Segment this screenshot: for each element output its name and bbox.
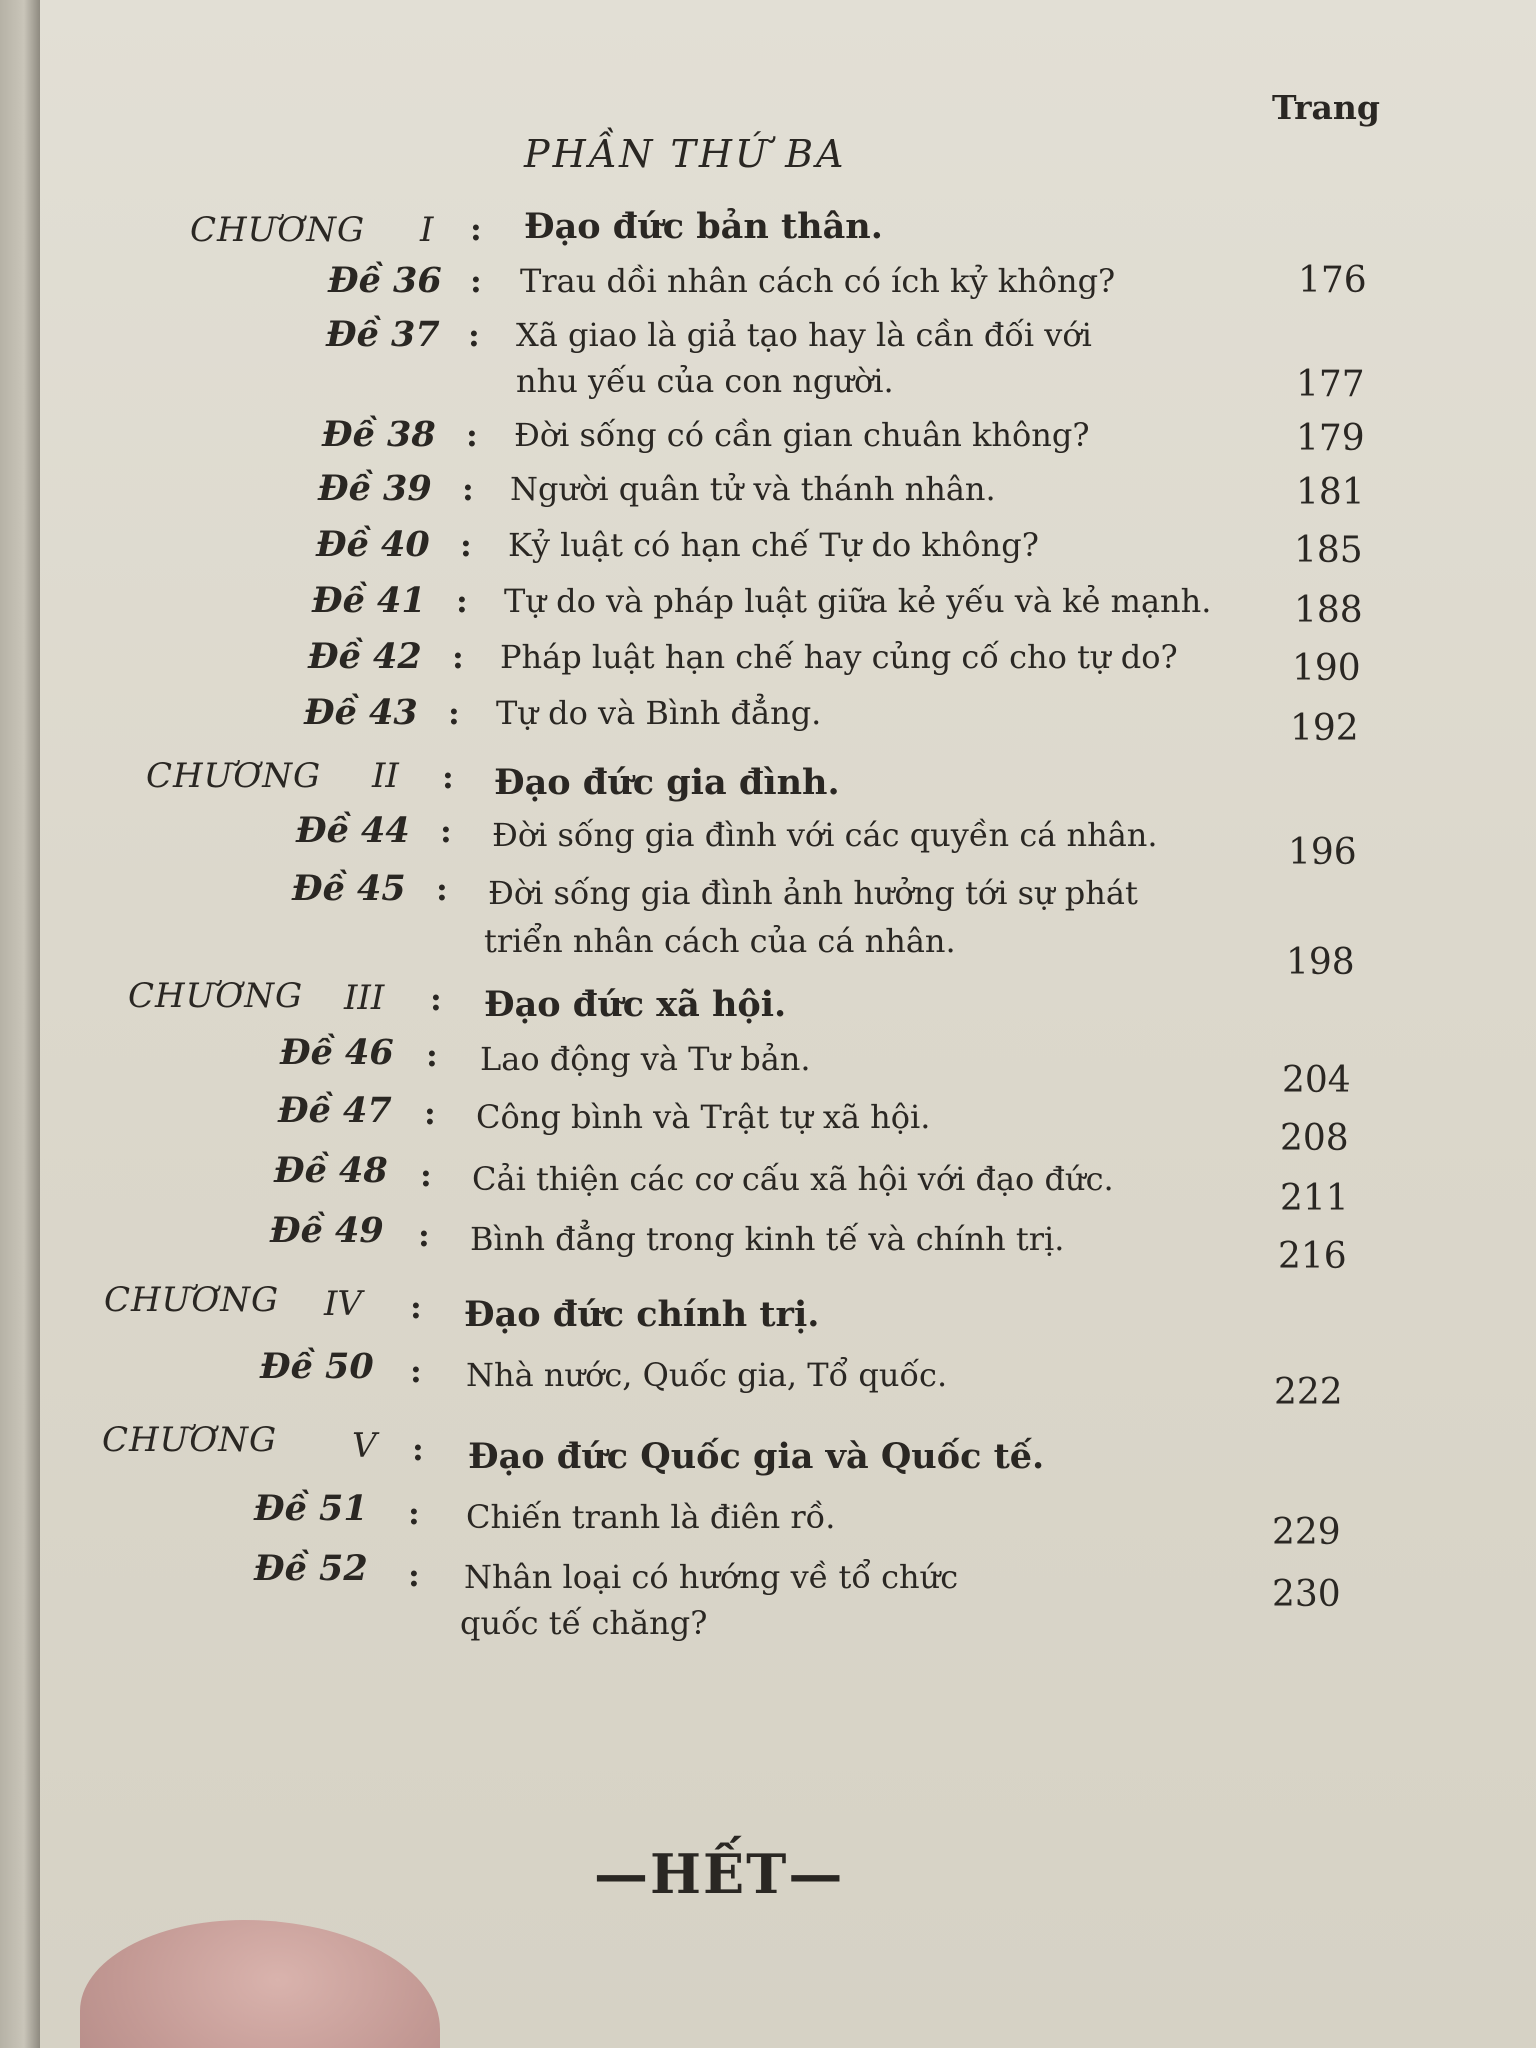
topic-title: Người quân tử và thánh nhân. bbox=[510, 470, 996, 508]
topic-label: Đề 46 bbox=[280, 1032, 394, 1073]
chapter-number: V bbox=[352, 1426, 377, 1466]
separator: : bbox=[436, 870, 448, 908]
page-number: 188 bbox=[1294, 590, 1363, 631]
topic-title: Cải thiện các cơ cấu xã hội với đạo đức. bbox=[472, 1160, 1114, 1198]
page-spine-edge bbox=[0, 0, 40, 2048]
chapter-title: Đạo đức chính trị. bbox=[464, 1294, 820, 1335]
page-number: 229 bbox=[1272, 1512, 1341, 1553]
page-number: 196 bbox=[1288, 832, 1357, 873]
separator: : bbox=[410, 1352, 422, 1390]
chapter-label: CHƯƠNG bbox=[104, 1280, 280, 1320]
topic-label: Đề 50 bbox=[260, 1346, 374, 1387]
topic-title: Đời sống có cần gian chuân không? bbox=[514, 416, 1090, 454]
separator: : bbox=[420, 1156, 432, 1194]
separator: : bbox=[440, 812, 452, 850]
topic-label: Đề 52 bbox=[254, 1548, 368, 1589]
page-number: 216 bbox=[1278, 1236, 1347, 1277]
separator: : bbox=[424, 1094, 436, 1132]
part-title: PHẦN THỨ BA bbox=[524, 132, 847, 176]
topic-title: Nhà nước, Quốc gia, Tổ quốc. bbox=[466, 1356, 948, 1394]
chapter-title: Đạo đức xã hội. bbox=[484, 984, 787, 1025]
topic-title: Xã giao là giả tạo hay là cần đối với bbox=[516, 316, 1092, 354]
topic-label: Đề 45 bbox=[292, 868, 406, 909]
chapter-label: CHƯƠNG bbox=[102, 1420, 278, 1460]
page-number: 222 bbox=[1274, 1372, 1343, 1413]
chapter-label: CHƯƠNG bbox=[128, 976, 304, 1016]
thumb-in-frame bbox=[80, 1920, 440, 2048]
chapter-label: CHƯƠNG bbox=[190, 210, 366, 250]
page-number: 177 bbox=[1296, 364, 1365, 405]
topic-title: Bình đẳng trong kinh tế và chính trị. bbox=[470, 1220, 1065, 1258]
page-number: 181 bbox=[1296, 472, 1365, 513]
separator: : bbox=[418, 1216, 430, 1254]
topic-label: Đề 42 bbox=[308, 636, 422, 677]
topic-title: Lao động và Tư bản. bbox=[480, 1040, 811, 1078]
chapter-number: I bbox=[420, 210, 434, 250]
chapter-number: IV bbox=[324, 1284, 362, 1324]
page-number: 208 bbox=[1280, 1118, 1349, 1159]
end-mark: —HẾT— bbox=[594, 1842, 845, 1906]
page-column-header: Trang bbox=[1272, 88, 1380, 127]
separator: : bbox=[410, 1288, 422, 1326]
topic-title: Kỷ luật có hạn chế Tự do không? bbox=[508, 526, 1039, 564]
topic-label: Đề 44 bbox=[296, 810, 410, 851]
chapter-title: Đạo đức bản thân. bbox=[524, 206, 883, 247]
separator: : bbox=[442, 758, 454, 796]
topic-label: Đề 38 bbox=[322, 414, 436, 455]
page-number: 176 bbox=[1298, 260, 1367, 301]
separator: : bbox=[470, 262, 482, 300]
page-number: 179 bbox=[1296, 418, 1365, 459]
separator: : bbox=[468, 316, 480, 354]
separator: : bbox=[462, 470, 474, 508]
topic-title-continued: triển nhân cách của cá nhân. bbox=[484, 922, 956, 960]
topic-title: Đời sống gia đình với các quyền cá nhân. bbox=[492, 816, 1158, 854]
topic-label: Đề 39 bbox=[318, 468, 432, 509]
separator: : bbox=[430, 980, 442, 1018]
separator: : bbox=[460, 526, 472, 564]
topic-label: Đề 36 bbox=[328, 260, 442, 301]
topic-title: Đời sống gia đình ảnh hưởng tới sự phát bbox=[488, 874, 1138, 912]
page-number: 185 bbox=[1294, 530, 1363, 571]
chapter-number: II bbox=[372, 756, 399, 796]
separator: : bbox=[412, 1430, 424, 1468]
topic-title-continued: quốc tế chăng? bbox=[460, 1604, 708, 1642]
chapter-number: III bbox=[344, 978, 385, 1018]
topic-title: Công bình và Trật tự xã hội. bbox=[476, 1098, 931, 1136]
separator: : bbox=[448, 694, 460, 732]
page-number: 204 bbox=[1282, 1060, 1351, 1101]
separator: : bbox=[452, 638, 464, 676]
page-number: 192 bbox=[1290, 708, 1359, 749]
separator: : bbox=[408, 1556, 420, 1594]
separator: : bbox=[408, 1494, 420, 1532]
topic-title: Pháp luật hạn chế hay củng cố cho tự do? bbox=[500, 638, 1178, 676]
separator: : bbox=[470, 210, 482, 248]
separator: : bbox=[466, 416, 478, 454]
topic-label: Đề 43 bbox=[304, 692, 418, 733]
chapter-label: CHƯƠNG bbox=[146, 756, 322, 796]
table-of-contents-page bbox=[40, 0, 1536, 2048]
topic-title: Nhân loại có hướng về tổ chức bbox=[464, 1558, 959, 1596]
page-number: 198 bbox=[1286, 942, 1355, 983]
topic-label: Đề 40 bbox=[316, 524, 430, 565]
separator: : bbox=[456, 582, 468, 620]
topic-title: Tự do và Bình đẳng. bbox=[496, 694, 822, 732]
topic-title: Tự do và pháp luật giữa kẻ yếu và kẻ mạnh. bbox=[504, 582, 1212, 620]
topic-label: Đề 49 bbox=[270, 1210, 384, 1251]
chapter-title: Đạo đức gia đình. bbox=[494, 762, 840, 803]
topic-label: Đề 37 bbox=[326, 314, 440, 355]
topic-title-continued: nhu yếu của con người. bbox=[516, 362, 894, 400]
topic-label: Đề 41 bbox=[312, 580, 426, 621]
page-number: 211 bbox=[1280, 1178, 1349, 1219]
topic-label: Đề 51 bbox=[254, 1488, 368, 1529]
separator: : bbox=[426, 1036, 438, 1074]
chapter-title: Đạo đức Quốc gia và Quốc tế. bbox=[468, 1436, 1045, 1477]
page-number: 190 bbox=[1292, 648, 1361, 689]
topic-label: Đề 47 bbox=[278, 1090, 392, 1131]
topic-label: Đề 48 bbox=[274, 1150, 388, 1191]
page-number: 230 bbox=[1272, 1574, 1341, 1615]
topic-title: Chiến tranh là điên rồ. bbox=[466, 1498, 836, 1536]
topic-title: Trau dồi nhân cách có ích kỷ không? bbox=[520, 262, 1116, 300]
